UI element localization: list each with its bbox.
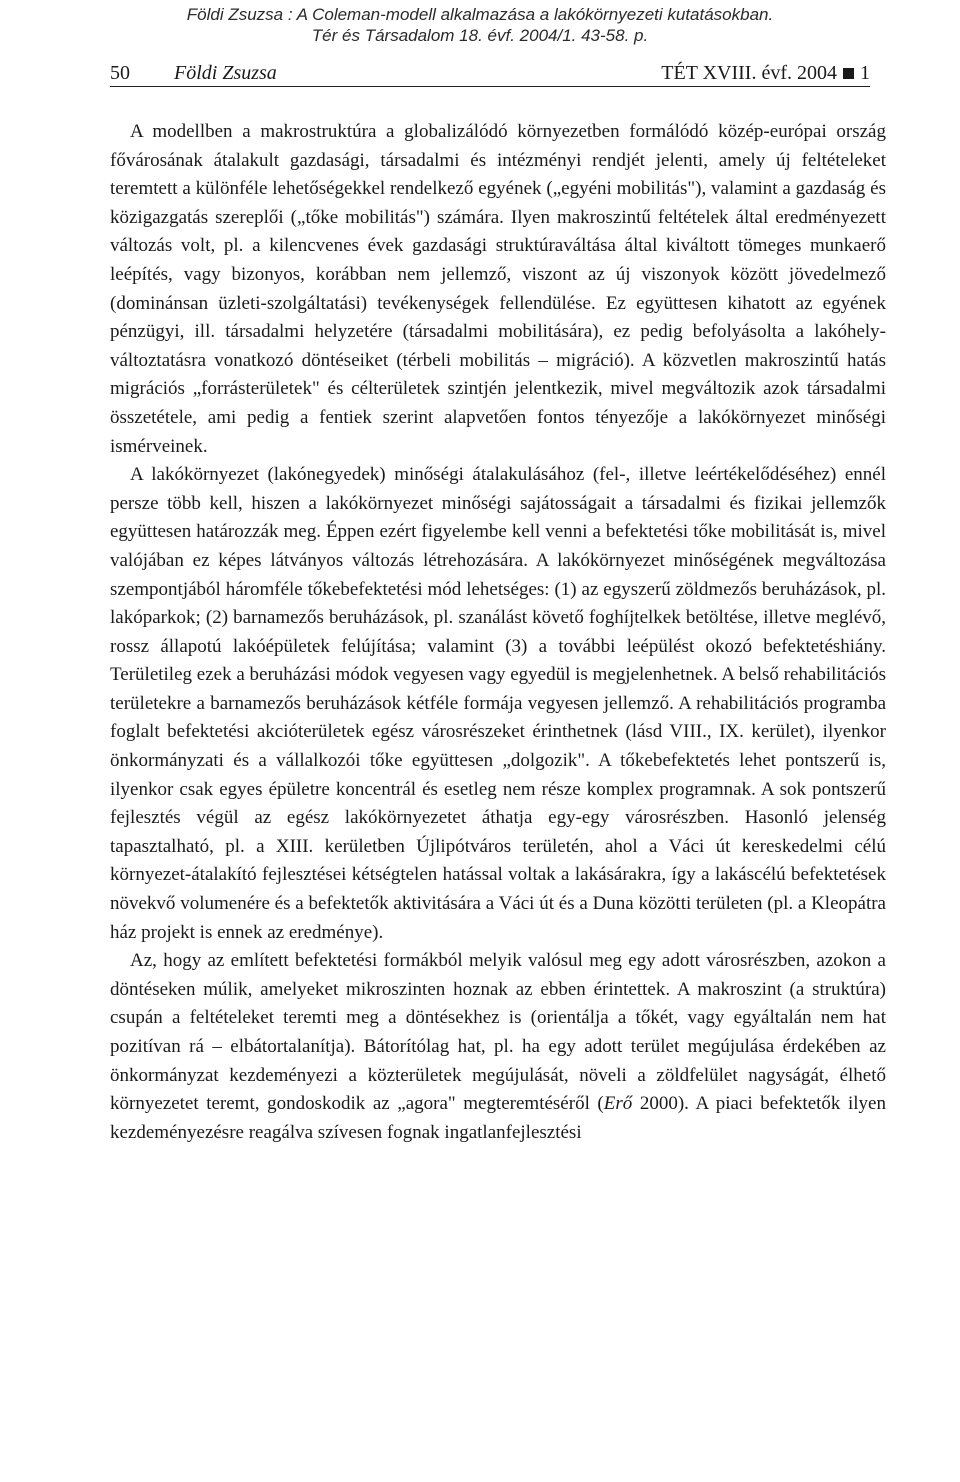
- citation-line-2: Tér és Társadalom 18. évf. 2004/1. 43-58. p.: [311, 26, 649, 45]
- article-body: [110, 118, 886, 1147]
- black-square-icon: [843, 68, 854, 79]
- paragraph-3: [110, 947, 886, 1147]
- running-head-author: Földi Zsuzsa: [174, 62, 277, 84]
- citation-header: [0, 4, 960, 46]
- paragraph-3-text-b: 2000). A piaci befektetők ilyen kezdeményezésre reagálva szívesen fognak ingatlanfejlesztési: [110, 1093, 886, 1143]
- citation-author: Erő: [603, 1093, 633, 1115]
- running-head-journal: [661, 60, 870, 86]
- paragraph-2: A lakókörnyezet (lakónegyedek) minőségi átalakulásához (fel-, illetve leértékelődéséhez) ennél persze több kell, hiszen a lakókörnyezet minőségi sajátosságait a társadalmi és fizikai jellemzők együttesen határozzák meg. Éppen ezért figyelembe kell venni a befektetési tőke mobilitását is, mivel valójában ez képes látványos változás létrehozására. A lakókörnyezet minőségének megváltozása szempontjából háromféle tőkebefektetési mód lehetséges: (1) az egyszerű zöldmezős beruházások, pl. lakóparkok; (2) barnamezős beruházások, pl. szanálást követő foghíjtelkek betöltése, illetve meglévő, rossz állapotú lakóépületek felújítása; valamint (3) a további leépülést okozó befektetéshiány. Területileg ezek a beruházási módok vegyesen vagy egyedül is megjelenhetnek. A belső rehabilitációs területekre a barnamezős beruházások kétféle formája vegyesen jellemző. A rehabilitációs programba foglalt befektetési akcióterületek egész városrészeket érinthetnek (lásd VIII., IX. kerület), ilyenkor önkormányzati és a vállalkozói tőke együttesen „dolgozik". A tőkebefektetés lehet pontszerű is, ilyenkor csak egyes épületre koncentrál és esetleg nem része komplex programnak. A sok pontszerű fejlesztés végül az egész lakókörnyezetet áthatja egy-egy városrészben. Hasonló jelenség tapasztalható, pl. a XIII. kerületben Újlipótváros területén, ahol a Váci út kereskedelmi célú környezet-átalakító fejlesztései kétségtelen hatással voltak a lakásárakra, így a lakáscélú befektetések növekvő volumenére és a befektetők aktivitására a Váci út és a Duna közötti területen (pl. a Kleopátra ház projekt is ennek az eredménye).: [110, 464, 886, 943]
- citation-line-1: Földi Zsuzsa : A Coleman-modell alkalmazása a lakókörnyezeti kutatásokban.: [186, 5, 774, 24]
- journal-name: TÉT XVIII. évf. 2004: [661, 62, 837, 84]
- paragraph-3-text-a: Az, hogy az említett befektetési formákból melyik valósul meg egy adott városrészben, azokon a döntéseken múlik, amelyeket mikroszinten hoznak az ebben érintettek. A makroszint (a struktúra) csupán a feltételeket teremti meg a döntésekhez is (orientálja a tőkét, vagy egyáltalán nem hat pozitívan rá – elbátortalanítja). Bátorítólag hat, pl. ha egy adott terület megújulása érdekében az önkormányzat kezdeményezi a közterületek megújulását, növeli a zöldfelület nagyságát, élhető környezetet teremt, gondoskodik az „agora" megteremtéséről (: [110, 950, 886, 1115]
- running-head: [110, 60, 870, 87]
- journal-issue: 1: [860, 62, 870, 84]
- page-number: 50: [110, 62, 130, 84]
- paragraph-1: A modellben a makrostruktúra a globalizálódó környezetben formálódó közép-európai ország fővárosának átalakult gazdasági, társadalmi és intézményi rendjét jelenti, amely új feltételeket teremtett a különféle lehetőségekkel rendelkező egyének („egyéni mobilitás"), valamint a gazdaság és közigazgatás szereplői („tőke mobilitás") számára. Ilyen makroszintű feltételek által eredményezett változás volt, pl. a kilencvenes évek gazdasági struktúraváltása által kiváltott tömeges munkaerő leépítés, vagy bizonyos, korábban nem jellemző, viszont az új viszonyok között jövedelmező (dominánsan üzleti-szolgáltatási) tevékenységek fellendülése. Ez együttesen kihatott az egyének pénzügyi, ill. társadalmi helyzetére (társadalmi mobilitására), ez pedig befolyásolta a lakóhely-változtatásra vonatkozó döntéseiket (térbeli mobilitás – migráció). A közvetlen makroszintű hatás migrációs „forrásterületek" és célterületek szintjén jelentkezik, mivel megváltozik azok társadalmi összetétele, ami pedig a fentiek szerint alapvetően fontos tényezője a lakókörnyezet minőségi ismérveinek.: [110, 121, 886, 457]
